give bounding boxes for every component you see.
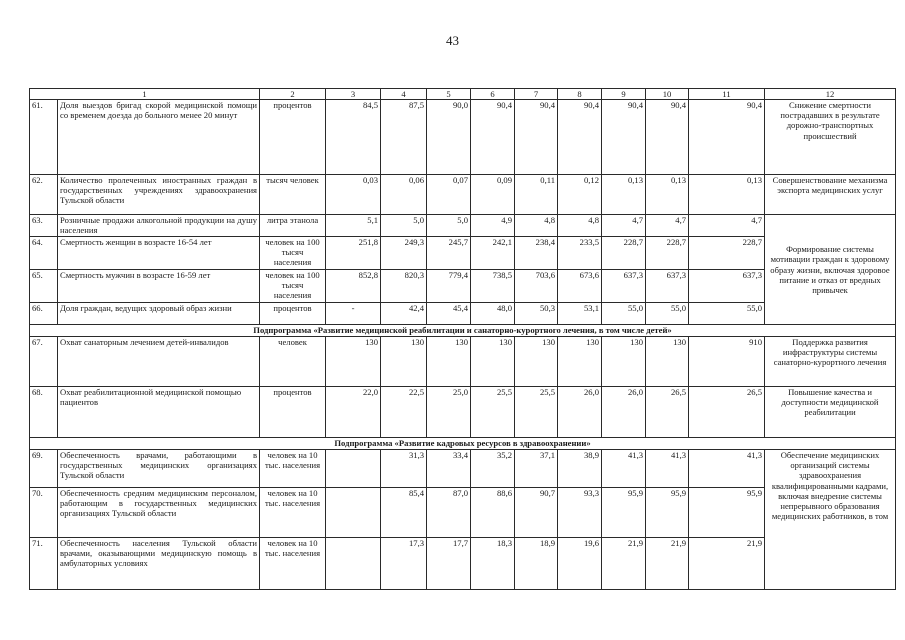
value-cell: 673,6 bbox=[558, 270, 602, 303]
value-cell: 130 bbox=[558, 337, 602, 387]
value-cell: 85,4 bbox=[381, 488, 427, 538]
row-number: 65. bbox=[30, 270, 58, 303]
value-cell: 5,0 bbox=[381, 215, 427, 237]
goal-cell: Снижение смертности пострадавших в результате дорожно-транспортных происшествий bbox=[765, 100, 896, 175]
row-number: 64. bbox=[30, 237, 58, 270]
indicator-name: Смертность женщин в возрасте 16-54 лет bbox=[58, 237, 260, 270]
unit-cell: человек bbox=[260, 337, 326, 387]
indicator-name: Смертность мужчин в возрасте 16-59 лет bbox=[58, 270, 260, 303]
value-cell: 18,9 bbox=[515, 538, 558, 590]
subprogram-row bbox=[30, 438, 896, 450]
value-cell bbox=[326, 450, 381, 488]
value-cell: 33,4 bbox=[427, 450, 471, 488]
col-header: 3 bbox=[326, 89, 381, 100]
unit-cell: человек на 100 тысяч населения bbox=[260, 237, 326, 270]
value-cell: 53,1 bbox=[558, 303, 602, 325]
indicator-name: Охват реабилитационной медицинской помощью пациентов bbox=[58, 387, 260, 438]
value-cell: 45,4 bbox=[427, 303, 471, 325]
value-cell: 130 bbox=[646, 337, 689, 387]
col-header: 1 bbox=[30, 89, 260, 100]
value-cell: 87,0 bbox=[427, 488, 471, 538]
row-number: 71. bbox=[30, 538, 58, 590]
subprogram-title: Подпрограмма «Развитие кадровых ресурсов в здравоохранении» bbox=[30, 438, 896, 450]
value-cell: 25,5 bbox=[515, 387, 558, 438]
unit-cell: человек на 10 тыс. населения bbox=[260, 488, 326, 538]
table-row bbox=[30, 450, 896, 488]
value-cell: 4,8 bbox=[515, 215, 558, 237]
value-cell: 0,13 bbox=[689, 175, 765, 215]
value-cell: 26,0 bbox=[558, 387, 602, 438]
unit-cell: процентов bbox=[260, 100, 326, 175]
value-cell: 251,8 bbox=[326, 237, 381, 270]
value-cell: 637,3 bbox=[602, 270, 646, 303]
indicator-name: Количество пролеченных иностранных граждан в государственных учреждениях здравоохранения Тульской области bbox=[58, 175, 260, 215]
value-cell: 4,7 bbox=[602, 215, 646, 237]
value-cell: 4,7 bbox=[646, 215, 689, 237]
subprogram-title: Подпрограмма «Развитие медицинской реабилитации и санаторно-курортного лечения, в том числе детей» bbox=[30, 325, 896, 337]
goal-cell: Обеспечение медицинских организаций системы здравоохранения квалифицированными кадрами, включая внедрение системы непрерывного образования медицинских работников, в том bbox=[765, 450, 896, 590]
header-row bbox=[30, 89, 896, 100]
value-cell: 48,0 bbox=[471, 303, 515, 325]
subprogram-row bbox=[30, 325, 896, 337]
value-cell: 41,3 bbox=[646, 450, 689, 488]
value-cell: 4,7 bbox=[689, 215, 765, 237]
value-cell: 37,1 bbox=[515, 450, 558, 488]
value-cell: 42,4 bbox=[381, 303, 427, 325]
value-cell: 910 bbox=[689, 337, 765, 387]
value-cell: 26,5 bbox=[689, 387, 765, 438]
value-cell: 242,1 bbox=[471, 237, 515, 270]
value-cell: 26,0 bbox=[602, 387, 646, 438]
indicator-name: Обеспеченность средним медицинским персоналом, работающим в государственных медицинских организациях Тульской области bbox=[58, 488, 260, 538]
value-cell: 55,0 bbox=[689, 303, 765, 325]
indicator-name: Розничные продажи алкогольной продукции на душу населения bbox=[58, 215, 260, 237]
value-cell: 90,4 bbox=[602, 100, 646, 175]
value-cell bbox=[326, 488, 381, 538]
value-cell: - bbox=[326, 303, 381, 325]
value-cell: 228,7 bbox=[646, 237, 689, 270]
value-cell: 17,7 bbox=[427, 538, 471, 590]
value-cell: 130 bbox=[602, 337, 646, 387]
value-cell: 0,09 bbox=[471, 175, 515, 215]
value-cell: 90,0 bbox=[427, 100, 471, 175]
col-header: 12 bbox=[765, 89, 896, 100]
value-cell: 852,8 bbox=[326, 270, 381, 303]
value-cell: 130 bbox=[326, 337, 381, 387]
col-header: 10 bbox=[646, 89, 689, 100]
indicator-name: Доля граждан, ведущих здоровый образ жизни bbox=[58, 303, 260, 325]
unit-cell: процентов bbox=[260, 387, 326, 438]
table-row bbox=[30, 175, 896, 215]
value-cell: 249,3 bbox=[381, 237, 427, 270]
col-header: 5 bbox=[427, 89, 471, 100]
col-header: 6 bbox=[471, 89, 515, 100]
value-cell: 0,13 bbox=[646, 175, 689, 215]
value-cell: 5,0 bbox=[427, 215, 471, 237]
value-cell: 90,4 bbox=[558, 100, 602, 175]
value-cell: 38,9 bbox=[558, 450, 602, 488]
value-cell: 90,4 bbox=[515, 100, 558, 175]
value-cell: 55,0 bbox=[646, 303, 689, 325]
value-cell: 130 bbox=[381, 337, 427, 387]
unit-cell: процентов bbox=[260, 303, 326, 325]
page-number: 43 bbox=[446, 33, 459, 48]
value-cell: 19,6 bbox=[558, 538, 602, 590]
col-header: 2 bbox=[260, 89, 326, 100]
value-cell: 637,3 bbox=[689, 270, 765, 303]
value-cell: 22,0 bbox=[326, 387, 381, 438]
value-cell: 4,8 bbox=[558, 215, 602, 237]
row-number: 66. bbox=[30, 303, 58, 325]
value-cell bbox=[326, 538, 381, 590]
value-cell: 25,5 bbox=[471, 387, 515, 438]
value-cell: 0,06 bbox=[381, 175, 427, 215]
value-cell: 90,4 bbox=[646, 100, 689, 175]
value-cell: 41,3 bbox=[689, 450, 765, 488]
row-number: 70. bbox=[30, 488, 58, 538]
value-cell: 90,4 bbox=[471, 100, 515, 175]
col-header: 9 bbox=[602, 89, 646, 100]
indicator-name: Обеспеченность населения Тульской области врачами, оказывающими медицинскую помощь в амбулаторных условиях bbox=[58, 538, 260, 590]
goal-cell: Поддержка развития инфраструктуры системы санаторно-курортного лечения bbox=[765, 337, 896, 387]
value-cell: 95,9 bbox=[646, 488, 689, 538]
goal-cell: Повышение качества и доступности медицинской реабилитации bbox=[765, 387, 896, 438]
value-cell: 35,2 bbox=[471, 450, 515, 488]
value-cell: 17,3 bbox=[381, 538, 427, 590]
table-row bbox=[30, 100, 896, 175]
table-row bbox=[30, 387, 896, 438]
value-cell: 41,3 bbox=[602, 450, 646, 488]
value-cell: 4,9 bbox=[471, 215, 515, 237]
table-row bbox=[30, 215, 896, 237]
value-cell: 22,5 bbox=[381, 387, 427, 438]
unit-cell: литра этанола bbox=[260, 215, 326, 237]
unit-cell: человек на 10 тыс. населения bbox=[260, 538, 326, 590]
value-cell: 130 bbox=[427, 337, 471, 387]
value-cell: 18,3 bbox=[471, 538, 515, 590]
value-cell: 87,5 bbox=[381, 100, 427, 175]
indicator-name: Доля выездов бригад скорой медицинской помощи со временем доезда до больного менее 20 минут bbox=[58, 100, 260, 175]
value-cell: 0,12 bbox=[558, 175, 602, 215]
unit-cell: тысяч человек bbox=[260, 175, 326, 215]
value-cell: 738,5 bbox=[471, 270, 515, 303]
value-cell: 5,1 bbox=[326, 215, 381, 237]
value-cell: 55,0 bbox=[602, 303, 646, 325]
goal-cell: Формирование системы мотивации граждан к здоровому образу жизни, включая здоровое питание и отказ от вредных привычек bbox=[765, 215, 896, 325]
row-number: 61. bbox=[30, 100, 58, 175]
value-cell: 0,03 bbox=[326, 175, 381, 215]
unit-cell: человек на 10 тыс. населения bbox=[260, 450, 326, 488]
value-cell: 228,7 bbox=[689, 237, 765, 270]
value-cell: 84,5 bbox=[326, 100, 381, 175]
value-cell: 95,9 bbox=[689, 488, 765, 538]
value-cell: 0,13 bbox=[602, 175, 646, 215]
value-cell: 21,9 bbox=[689, 538, 765, 590]
value-cell: 0,07 bbox=[427, 175, 471, 215]
row-number: 62. bbox=[30, 175, 58, 215]
value-cell: 245,7 bbox=[427, 237, 471, 270]
value-cell: 233,5 bbox=[558, 237, 602, 270]
value-cell: 0,11 bbox=[515, 175, 558, 215]
table-row bbox=[30, 337, 896, 387]
value-cell: 21,9 bbox=[646, 538, 689, 590]
value-cell: 21,9 bbox=[602, 538, 646, 590]
value-cell: 90,7 bbox=[515, 488, 558, 538]
value-cell: 93,3 bbox=[558, 488, 602, 538]
value-cell: 637,3 bbox=[646, 270, 689, 303]
value-cell: 779,4 bbox=[427, 270, 471, 303]
row-number: 68. bbox=[30, 387, 58, 438]
goal-cell: Совершенствование механизма экспорта медицинских услуг bbox=[765, 175, 896, 215]
col-header: 8 bbox=[558, 89, 602, 100]
unit-cell: человек на 100 тысяч населения bbox=[260, 270, 326, 303]
value-cell: 90,4 bbox=[689, 100, 765, 175]
value-cell: 228,7 bbox=[602, 237, 646, 270]
value-cell: 130 bbox=[515, 337, 558, 387]
col-header: 7 bbox=[515, 89, 558, 100]
value-cell: 130 bbox=[471, 337, 515, 387]
value-cell: 25,0 bbox=[427, 387, 471, 438]
col-header: 4 bbox=[381, 89, 427, 100]
indicator-name: Охват санаторным лечением детей-инвалидов bbox=[58, 337, 260, 387]
value-cell: 88,6 bbox=[471, 488, 515, 538]
value-cell: 26,5 bbox=[646, 387, 689, 438]
row-number: 69. bbox=[30, 450, 58, 488]
value-cell: 820,3 bbox=[381, 270, 427, 303]
row-number: 67. bbox=[30, 337, 58, 387]
indicator-name: Обеспеченность врачами, работающими в государственных медицинских организациях Тульской области bbox=[58, 450, 260, 488]
indicators-table bbox=[29, 88, 896, 590]
col-header: 11 bbox=[689, 89, 765, 100]
row-number: 63. bbox=[30, 215, 58, 237]
value-cell: 238,4 bbox=[515, 237, 558, 270]
value-cell: 31,3 bbox=[381, 450, 427, 488]
value-cell: 703,6 bbox=[515, 270, 558, 303]
value-cell: 50,3 bbox=[515, 303, 558, 325]
value-cell: 95,9 bbox=[602, 488, 646, 538]
